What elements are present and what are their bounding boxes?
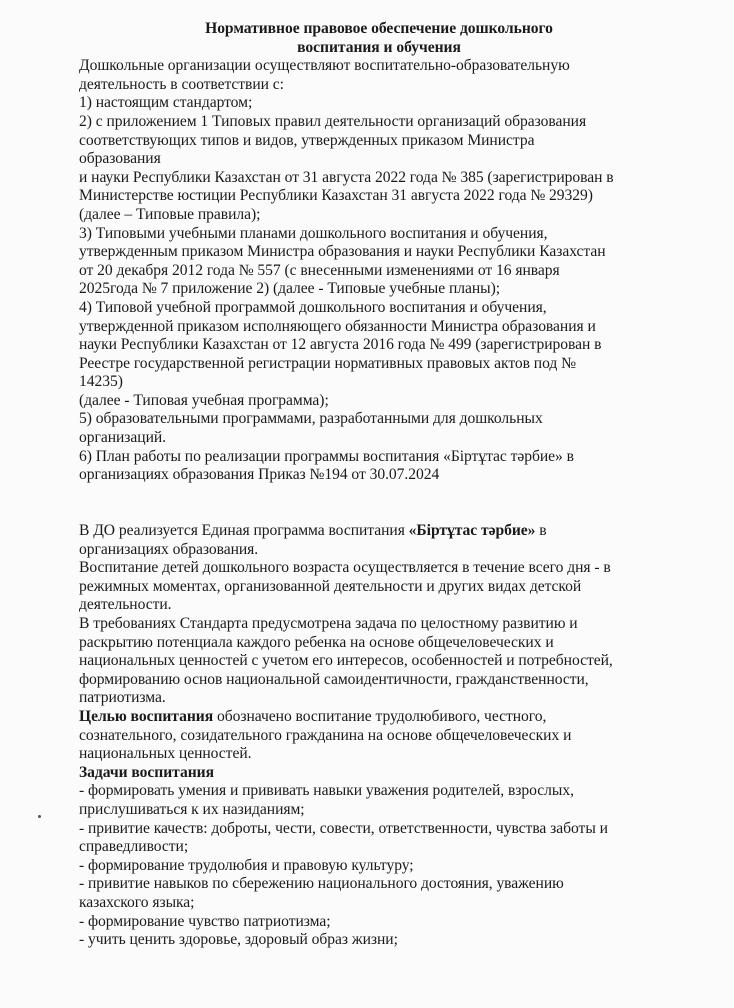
standard-line-4: формированию основ национальной самоидентичности, гражданственности, (79, 670, 589, 688)
standard-line-2: раскрытию потенциала каждого ребенка на основе общечеловеческих и (79, 633, 554, 651)
task-5: - формирование чувство патриотизма; (79, 912, 331, 930)
program-line-2: организациях образования. (79, 540, 259, 558)
list-item-4-line-1: 4) Типовой учебной программой дошкольного воспитания и обучения, (79, 298, 547, 316)
program-text: В ДО реализуется Единая программа воспитания (79, 522, 409, 540)
list-item-2-line-4: и науки Республики Казахстан от 31 августа 2022 года № 385 (зарегистрирован в (79, 168, 614, 186)
document-page (79, 20, 679, 950)
goal-text: обозначено воспитание трудолюбивого, честного, (213, 707, 547, 725)
list-item-2-line-2: соответствующих типов и видов, утвержденных приказом Министра (79, 131, 535, 149)
intro-line-1: Дошкольные организации осуществляют воспитательно-образовательную (79, 57, 570, 75)
title-line-1: Нормативное правовое обеспечение дошкольного (205, 20, 553, 37)
task-4-line-1: - привитие навыков по сбережению национального достояния, уважению (79, 875, 564, 893)
upbringing-line-1: Воспитание детей дошкольного возраста осуществляется в течение всего дня - в (79, 559, 611, 577)
list-item-3-line-3: от 20 декабря 2012 года № 557 (с внесенными изменениями от 16 января (79, 261, 560, 279)
tasks-heading-text: Задачи воспитания (79, 763, 214, 781)
intro-line-2: деятельность в соответствии с: (79, 75, 284, 93)
task-2-line-2: справедливости; (79, 838, 189, 856)
list-item-5-line-1: 5) образовательными программами, разработанными для дошкольных (79, 410, 543, 428)
list-item-2-line-5: Министерстве юстиции Республики Казахстан 31 августа 2022 года № 29329) (79, 187, 593, 205)
standard-line-5: патриотизма. (79, 689, 166, 707)
standard-line-3: национальных ценностей с учетом его интересов, особенностей и потребностей, (79, 652, 613, 670)
task-6: - учить ценить здоровье, здоровый образ жизни; (79, 931, 398, 949)
task-2-line-1: - привитие качеств: доброты, чести, совести, ответственности, чувства заботы и (79, 819, 608, 837)
list-item-2-line-6: (далее – Типовые правила); (79, 205, 261, 223)
list-item-6-line-2: организациях образования Приказ №194 от 30.07.2024 (79, 466, 440, 484)
standard-line-1: В требованиях Стандарта предусмотрена задача по целостному развитию и (79, 615, 578, 632)
list-item-3-line-2: утвержденным приказом Министра образования и науки Республики Казахстан (79, 243, 606, 261)
list-item-6-line-1: 6) План работы по реализации программы воспитания «Біртұтас тәрбие» в (79, 447, 574, 465)
tasks-heading (79, 764, 679, 783)
program-line-1 (79, 522, 679, 541)
list-item-4-line-4: Реестре государственной регистрации нормативных правовых актов под № (79, 354, 576, 372)
task-4-line-2: казахского языка; (79, 893, 195, 911)
document-body (79, 57, 679, 950)
scan-speck (38, 815, 41, 818)
list-item-1: 1) настоящим стандартом; (79, 94, 253, 112)
task-3: - формирование трудолюбия и правовую культуру; (79, 856, 414, 874)
program-name: «Біртұтас тәрбие» (408, 522, 536, 540)
list-item-2-line-1: 2) с приложением 1 Типовых правил деятельности организаций образования (79, 112, 587, 130)
task-1-line-2: прислушиваться к их назиданиям; (79, 800, 305, 818)
list-item-3-line-1: 3) Типовыми учебными планами дошкольного воспитания и обучения, (79, 224, 548, 242)
goal-label: Целью воспитания (79, 707, 214, 725)
title-line-2: воспитания и обучения (297, 38, 461, 56)
document-title (79, 20, 679, 57)
goal-line-2: сознательного, созидательного гражданина на основе общечеловеческих и (79, 726, 572, 744)
goal-line-1 (79, 708, 679, 727)
list-item-3-line-4: 2025года № 7 приложение 2) (далее - Типовые учебные планы); (79, 280, 500, 298)
paragraph-gap (79, 503, 679, 522)
upbringing-line-3: деятельности. (79, 596, 172, 614)
program-text-end: в (535, 522, 547, 540)
goal-line-3: национальных ценностей. (79, 745, 252, 763)
list-item-4-line-6: (далее - Типовая учебная программа); (79, 391, 329, 409)
paragraph-gap (79, 485, 679, 504)
list-item-4-line-2: утвержденной приказом исполняющего обязанности Министра образования и (79, 317, 596, 335)
upbringing-line-2: режимных моментах, организованной деятельности и других видах детской (79, 577, 582, 595)
list-item-5-line-2: организаций. (79, 429, 167, 447)
list-item-4-line-5: 14235) (79, 373, 123, 391)
task-1-line-1: - формировать умения и прививать навыки уважения родителей, взрослых, (79, 782, 574, 800)
list-item-4-line-3: науки Республики Казахстан от 12 августа 2016 года № 499 (зарегистрирован в (79, 336, 602, 354)
list-item-2-line-3: образования (79, 150, 161, 168)
